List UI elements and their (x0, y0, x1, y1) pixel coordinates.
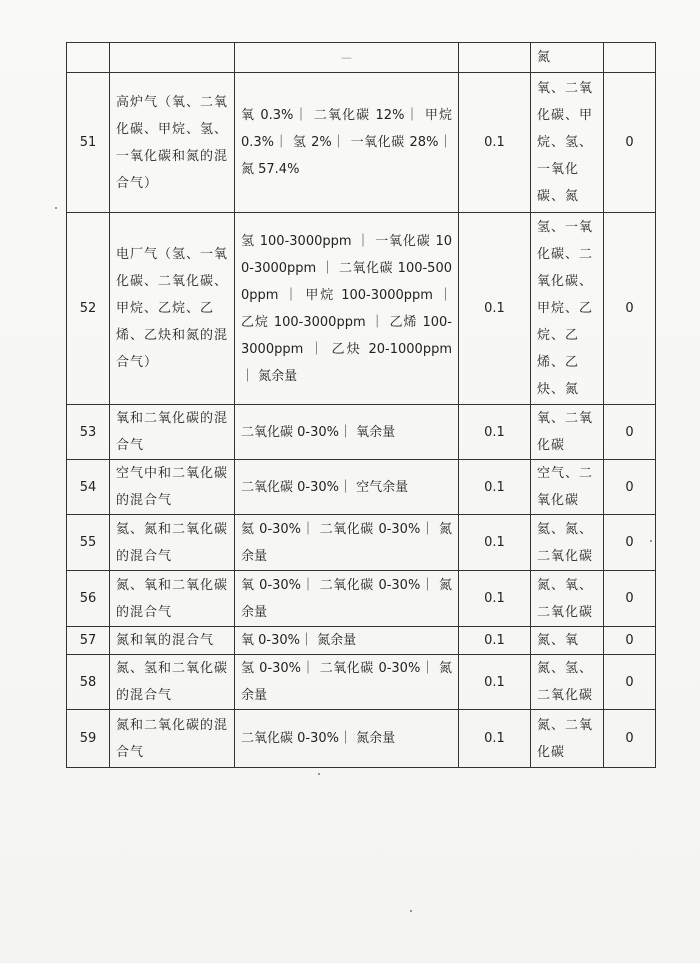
uncertainty-cell: 0.1 (459, 515, 531, 571)
composition-cell (235, 43, 459, 73)
component-gas-cell (531, 460, 604, 515)
gas-name-cell (110, 627, 235, 655)
scan-speck (318, 773, 320, 775)
uncertainty-cell: 0.1 (459, 710, 531, 768)
flag-cell: 0 (604, 73, 656, 213)
gas-name-text: 空气中和二氧化碳的混合气 (116, 466, 229, 508)
composition-text: 二氧化碳 0-30%｜ 氧余量 (241, 424, 396, 440)
gas-name-cell (110, 73, 235, 213)
row-number-cell: 54 (67, 460, 110, 515)
table-row (67, 213, 656, 405)
composition-cell (235, 515, 459, 571)
component-gas-cell (531, 571, 604, 627)
table-row (67, 460, 656, 515)
table-row (67, 515, 656, 571)
uncertainty-cell: 0.1 (459, 73, 531, 213)
gas-name-cell (110, 43, 235, 73)
component-gas-cell (531, 655, 604, 710)
flag-cell: 0 (604, 515, 656, 571)
composition-cell (235, 460, 459, 515)
composition-text: 二氧化碳 0-30%｜ 氮余量 (241, 731, 396, 746)
table-row (67, 627, 656, 655)
composition-cell (235, 213, 459, 405)
scan-speck (410, 910, 412, 912)
gas-name-text: 氮、氧和二氧化碳的混合气 (116, 577, 229, 620)
row-number-cell: 51 (67, 73, 110, 213)
scan-speck (55, 207, 57, 209)
gas-name-cell (110, 655, 235, 710)
gas-name-text: 电厂气（氢、一氧化碳、二氧化碳、甲烷、乙烷、乙烯、乙炔和氮的混合气） (116, 247, 229, 370)
row-number-cell: 58 (67, 655, 110, 710)
composition-cell (235, 655, 459, 710)
table-row (67, 73, 656, 213)
row-number-cell: 52 (67, 213, 110, 405)
composition-cell (235, 405, 459, 460)
component-gas-text: 氮、氧、二氧化碳 (537, 577, 594, 620)
gas-name-cell (110, 405, 235, 460)
row-number-cell: 59 (67, 710, 110, 768)
flag-cell: 0 (604, 710, 656, 768)
flag-cell: 0 (604, 213, 656, 405)
composition-text: 氢 0-30%｜ 二氧化碳 0-30%｜ 氮余量 (241, 661, 452, 703)
table-row (67, 571, 656, 627)
row-number-cell (67, 43, 110, 73)
uncertainty-cell: 0.1 (459, 627, 531, 655)
gas-name-cell (110, 213, 235, 405)
uncertainty-cell: 0.1 (459, 405, 531, 460)
flag-cell: 0 (604, 655, 656, 710)
composition-text: 氢 100-3000ppm ｜ 一氧化碳 100-3000ppm ｜ 二氧化碳 100-5000ppm ｜ 甲烷 100-3000ppm ｜ 乙烷 100-3000ppm ｜ 乙烯 100-3000ppm ｜ 乙炔 20-1000ppm ｜ 氮余量 (241, 233, 452, 384)
composition-text: 氧 0.3%｜ 二氧化碳 12%｜ 甲烷 0.3%｜ 氢 2%｜ 一氧化碳 28%｜ 氮 57.4% (241, 108, 452, 177)
gas-name-text: 氦、氮和二氧化碳的混合气 (116, 521, 229, 564)
component-gas-cell (531, 710, 604, 768)
component-gas-text: 空气、二氧化碳 (537, 466, 594, 508)
component-gas-text: 氮、氢、二氧化碳 (537, 661, 594, 703)
row-number-cell: 56 (67, 571, 110, 627)
gas-name-text: 氧和二氧化碳的混合气 (116, 411, 229, 453)
table-row (67, 710, 656, 768)
component-gas-cell (531, 405, 604, 460)
flag-cell (604, 43, 656, 73)
uncertainty-cell: 0.1 (459, 213, 531, 405)
uncertainty-cell: 0.1 (459, 460, 531, 515)
flag-cell: 0 (604, 460, 656, 515)
component-gas-cell (531, 515, 604, 571)
uncertainty-cell: 0.1 (459, 571, 531, 627)
flag-cell: 0 (604, 571, 656, 627)
component-gas-text: 氮、二氧化碳 (537, 717, 594, 760)
component-gas-text: 氧、二氧化碳 (537, 411, 594, 453)
table-row (67, 655, 656, 710)
component-gas-cell: 氮 (531, 43, 604, 73)
row-number-cell: 53 (67, 405, 110, 460)
composition-text: 二氧化碳 0-30%｜ 空气余量 (241, 479, 409, 495)
gas-name-cell (110, 515, 235, 571)
composition-cell (235, 710, 459, 768)
gas-name-text: 氮、氢和二氧化碳的混合气 (116, 661, 229, 703)
composition-text: 氧 0-30%｜ 二氧化碳 0-30%｜ 氮余量 (241, 577, 452, 620)
gas-name-text: 高炉气（氧、二氧化碳、甲烷、氢、一氧化碳和氮的混合气） (116, 94, 229, 191)
flag-cell: 0 (604, 627, 656, 655)
table-row-partial (67, 43, 656, 73)
uncertainty-cell (459, 43, 531, 73)
gas-name-cell (110, 710, 235, 768)
gas-name-cell (110, 571, 235, 627)
component-gas-text: 氮、氧 (537, 633, 580, 648)
gas-name-text: 氮和氧的混合气 (116, 633, 215, 648)
component-gas-cell (531, 627, 604, 655)
gas-name-cell (110, 460, 235, 515)
component-gas-cell (531, 73, 604, 213)
component-gas-text: 氢、一氧化碳、二氧化碳、甲烷、乙烷、乙烯、乙炔、氮 (537, 220, 594, 397)
gas-name-text: 氮和二氧化碳的混合气 (116, 717, 229, 760)
uncertainty-cell: 0.1 (459, 655, 531, 710)
component-gas-cell (531, 213, 604, 405)
row-number-cell: 55 (67, 515, 110, 571)
composition-cell (235, 571, 459, 627)
flag-cell: 0 (604, 405, 656, 460)
component-gas-text: 氦、氮、二氧化碳 (537, 521, 594, 564)
scan-speck (650, 540, 652, 542)
composition-text: 氧 0-30%｜ 氮余量 (241, 633, 357, 648)
component-gas-text: 氧、二氧化碳、甲烷、氢、一氧化碳、氮 (537, 81, 594, 204)
composition-cell (235, 73, 459, 213)
row-number-cell: 57 (67, 627, 110, 655)
composition-text: 氦 0-30%｜ 二氧化碳 0-30%｜ 氮余量 (241, 521, 452, 564)
composition-cell (235, 627, 459, 655)
gas-mixture-table (66, 42, 656, 768)
dash-mark: — (341, 51, 352, 64)
table-row (67, 405, 656, 460)
